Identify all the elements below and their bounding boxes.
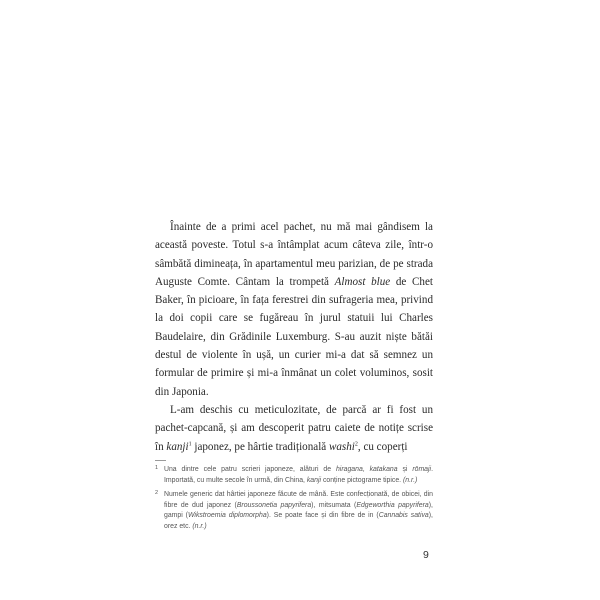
text-run: L-am deschis cu meticulozitate, de parcă ar fi fost un pachet-capcană, și am descoperit patru caiete de notițe scrise în [155, 403, 433, 453]
italic-term: kanji [306, 476, 322, 484]
text-run: japonez, pe hârtie tradițională [191, 440, 329, 453]
paragraph [155, 218, 433, 401]
italic-term: Edgeworthia papyrifera [356, 501, 429, 509]
text-run: ). Se poate face și din fibre de in ( [266, 512, 379, 520]
italic-term: katakana [369, 466, 398, 473]
text-run: ), gampi ( [164, 501, 433, 520]
footnotes [155, 465, 433, 537]
footnote [155, 490, 433, 532]
footnote-reference: 2 [354, 440, 358, 447]
italic-title: Almost blue [334, 275, 391, 288]
editor-note: (n.r.) [403, 476, 418, 484]
footnote [155, 465, 433, 486]
text-run: Numele generic dat hârtiei japoneze făcute de mână. Este confecționată, de obicei, din fibre de dud japonez ( [164, 491, 433, 509]
italic-term: Cannabis sativa [378, 512, 429, 520]
paragraph [155, 401, 433, 456]
text-run: conține pictograme tipice. [321, 476, 403, 484]
italic-term: washi [328, 440, 355, 453]
body-text [155, 218, 433, 456]
text-run: . Importată, cu multe secole în urmă, din China, [164, 466, 433, 484]
italic-term: kanji [166, 440, 189, 453]
page-number: 9 [423, 549, 429, 561]
text-run: , [362, 466, 370, 473]
footnote-number: 1 [155, 465, 159, 471]
text-run: și [397, 466, 413, 473]
italic-term: Broussonetia papyrifera [236, 501, 312, 509]
italic-term: rōmaji [412, 466, 432, 473]
text-run: ), mitsumata ( [311, 501, 357, 509]
editor-note: (n.r.) [192, 522, 207, 530]
text-run: Una dintre cele patru scrieri japoneze, alături de [164, 466, 336, 473]
text-run: de Chet Baker, în picioare, în fața ferestrei din sufrageria mea, privind la doi copii care se fugăreau în jurul statuii lui Charles Baudelaire, din Grădinile Luxemburg. S-au auzit niște bătăi destul de violente în ușă, un curier mi-a dat să semnez un formular de primire și mi-a înmânat un colet voluminos, sosit din Japonia. [155, 275, 433, 398]
italic-term: hiragana [335, 466, 363, 473]
footnote-divider [155, 460, 166, 461]
text-run: , cu coperți [357, 440, 408, 453]
footnote-reference: 1 [188, 440, 192, 447]
footnote-number: 2 [155, 490, 159, 497]
text-run: Înainte de a primi acel pachet, nu mă mai gândisem la această poveste. Totul s-a întâmplat acum câteva zile, într-o sâmbătă dimineața, în apartamentul meu parizian, de pe strada Auguste Comte. Cântam la trompetă [155, 221, 433, 288]
italic-term: Wikstroemia diplomorpha [187, 512, 267, 520]
text-run: ), orez etc. [164, 512, 433, 530]
